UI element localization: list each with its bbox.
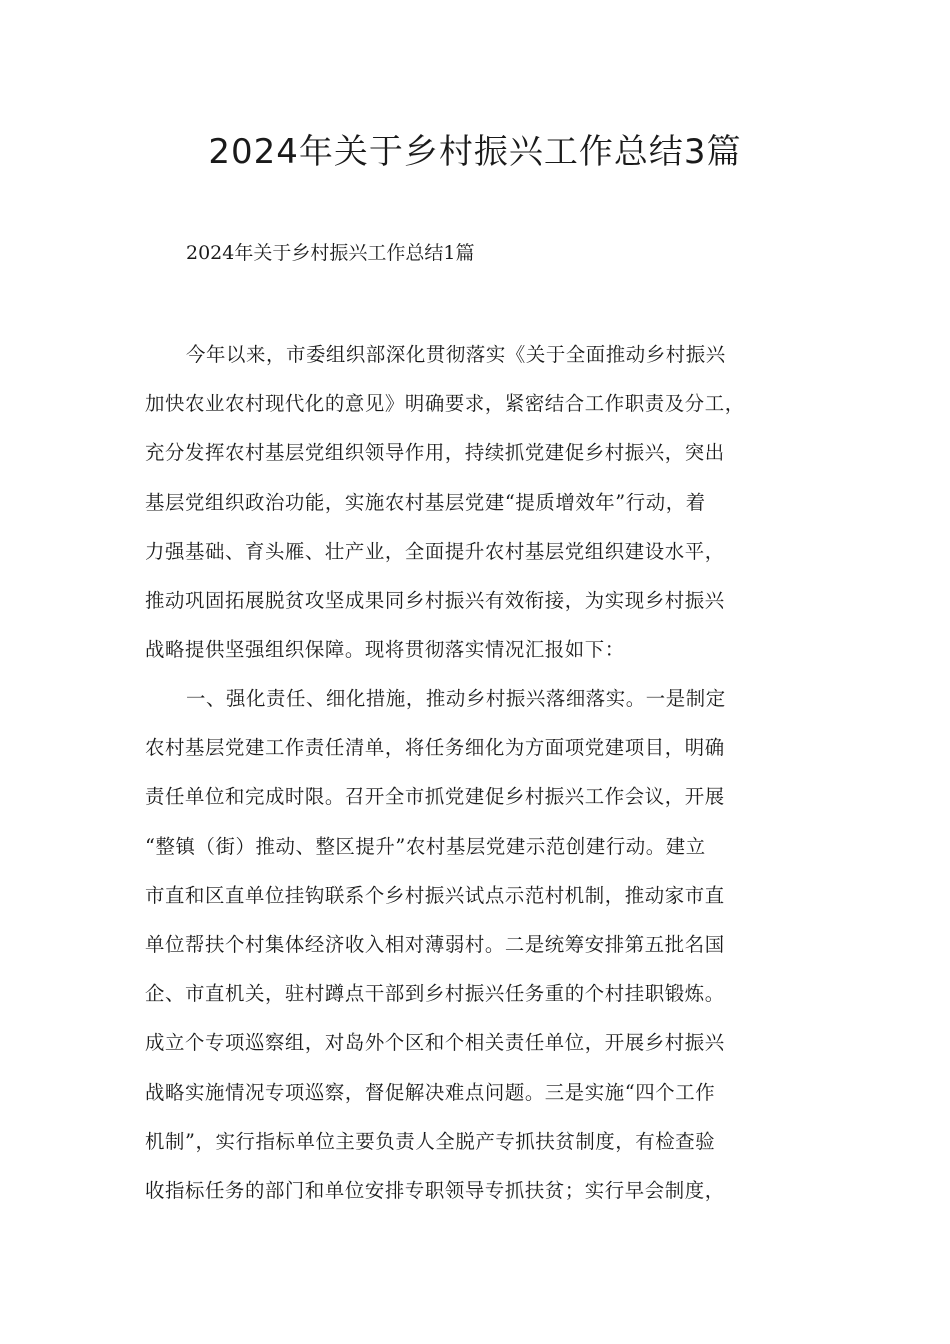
paragraph-line: 责任单位和完成时限。召开全市抓党建促乡村振兴工作会议，开展 bbox=[145, 785, 725, 809]
paragraph-line: “整镇（街）推动、整区提升”农村基层党建示范创建行动。建立 bbox=[145, 834, 706, 858]
paragraph-section-one bbox=[145, 674, 805, 1215]
paragraph-line: 今年以来，市委组织部深化贯彻落实《关于全面推动乡村振兴 bbox=[186, 343, 726, 366]
paragraph-line: 单位帮扶个村集体经济收入相对薄弱村。二是统筹安排第五批名国 bbox=[145, 933, 725, 957]
paragraph-line: 机制”，实行指标单位主要负责人全脱产专抓扶贫制度，有检查验 bbox=[145, 1129, 716, 1153]
paragraph-line: 充分发挥农村基层党组织领导作用，持续抓党建促乡村振兴，突出 bbox=[145, 441, 725, 465]
paragraph-line: 战略提供坚强组织保障。现将贯彻落实情况汇报如下： bbox=[145, 638, 625, 662]
paragraph-line: 加快农业农村现代化的意见》明确要求，紧密结合工作职责及分工， bbox=[145, 392, 745, 416]
paragraph-line: 农村基层党建工作责任清单，将任务细化为方面项党建项目，明确 bbox=[145, 736, 725, 760]
paragraph-line: 推动巩固拓展脱贫攻坚成果同乡村振兴有效衔接，为实现乡村振兴 bbox=[145, 589, 725, 613]
paragraph-line: 力强基础、育头雁、壮产业，全面提升农村基层党组织建设水平， bbox=[145, 539, 725, 563]
document-title: 2024年关于乡村振兴工作总结3篇 bbox=[208, 132, 742, 172]
paragraph-line: 一、强化责任、细化措施，推动乡村振兴落细落实。一是制定 bbox=[186, 687, 726, 710]
paragraph-line: 市直和区直单位挂钩联系个乡村振兴试点示范村机制，推动家市直 bbox=[145, 883, 725, 907]
paragraph-line: 企、市直机关，驻村蹲点干部到乡村振兴任务重的个村挂职锻炼。 bbox=[145, 982, 725, 1006]
paragraph-intro bbox=[145, 330, 805, 674]
paragraph-line: 基层党组织政治功能，实施农村基层党建“提质增效年”行动，着 bbox=[145, 490, 706, 514]
document-subtitle: 2024年关于乡村振兴工作总结1篇 bbox=[186, 242, 475, 264]
paragraph-line: 成立个专项巡察组，对岛外个区和个相关责任单位，开展乡村振兴 bbox=[145, 1031, 725, 1055]
paragraph-line: 收指标任务的部门和单位安排专职领导专抓扶贫；实行早会制度， bbox=[145, 1179, 725, 1203]
paragraph-line: 战略实施情况专项巡察，督促解决难点问题。三是实施“四个工作 bbox=[145, 1080, 716, 1104]
